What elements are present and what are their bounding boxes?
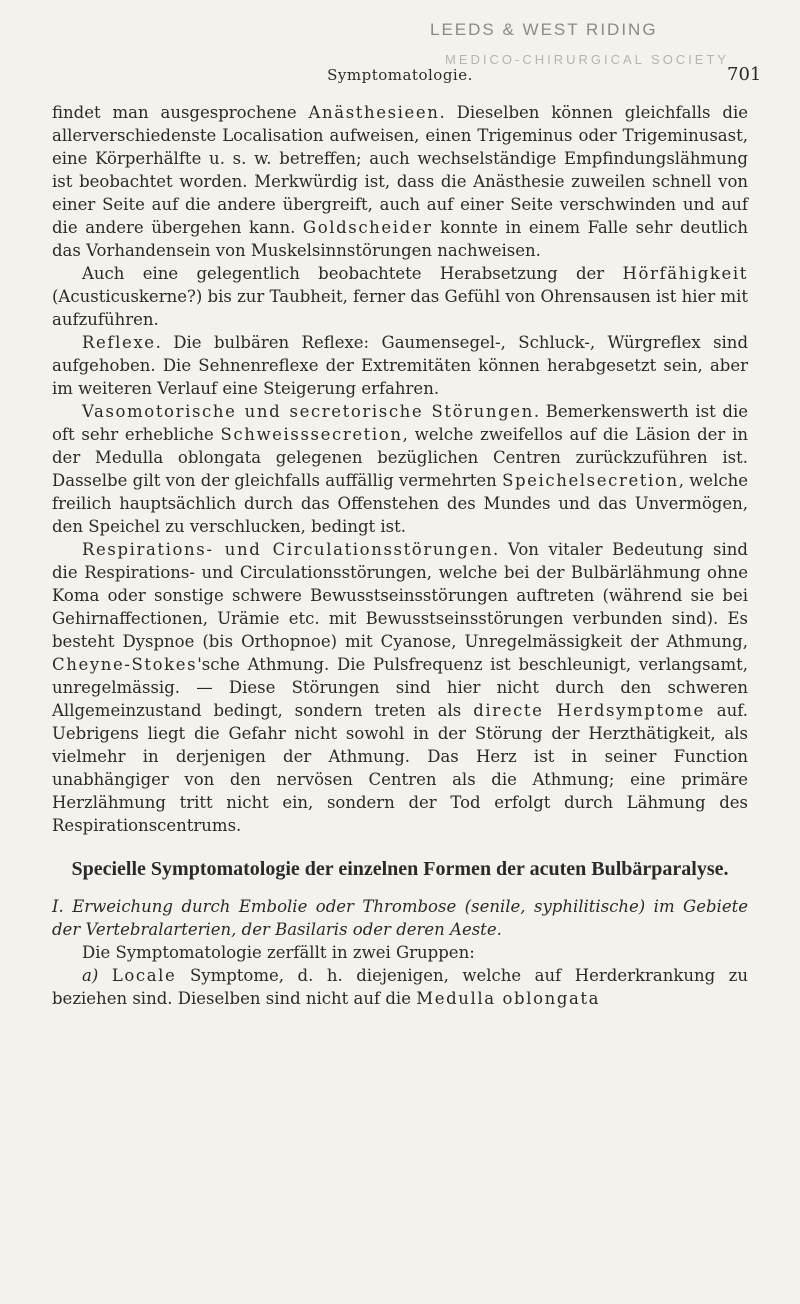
spaced-text: Goldscheider — [302, 218, 433, 237]
paragraph — [52, 331, 748, 400]
text-run: 'sche Athmung. Die Pulsfrequenz ist beschleunigt, verlangsamt, unregelmässig. — Diese Störungen sind hier nicht durch den schweren Allgemeinzustand bedingt, sondern treten als — [52, 655, 748, 720]
text-run: Auch eine gelegentlich beobachtete Herabsetzung der — [82, 264, 623, 283]
text-run: . Von vitaler Bedeutung sind die Respirations- und Circulationsstörungen, welche bei der Bulbärlähmung ohne Koma oder sonstige schwere Bewusstseinsstörungen auftreten (während sie bei Gehirnaffectionen, Urämie etc. mit Bewusstseinsstörungen verbunden sind). Es besteht Dyspnoe (bis Orthopnoe) mit Cyanose, Unregelmässigkeit der Athmung, — [52, 540, 748, 651]
text-run: konnte in einem Falle sehr deutlich das Vorhandensein von Muskelsinnstörungen nachweisen. — [52, 218, 748, 260]
paragraphs — [52, 101, 748, 837]
spaced-text: Reflexe — [82, 333, 156, 352]
spaced-text: Cheyne-Stokes — [52, 655, 198, 674]
text-run: Die Symptomatologie zerfällt in zwei Gruppen: — [82, 943, 475, 962]
text-run: . Die bulbären Reflexe: Gaumensegel-, Schluck-, Würgreflex sind aufgehoben. Die Sehnenreflexe der Extremitäten können herabgesetzt sein, aber im weiteren Verlauf eine Steigerung erfahren. — [52, 333, 748, 398]
paragraph — [52, 964, 748, 1010]
paragraph — [52, 262, 748, 331]
text-run: auf. Uebrigens liegt die Gefahr nicht sowohl in der Störung der Herzthätigkeit, als vielmehr in derjenigen der Athmung. Das Herz ist in seiner Function unabhängiger von den nervösen Centren als die Athmung; eine primäre Herzlähmung tritt nicht ein, sondern der Tod erfolgt durch Lähmung des Respirationscentrums. — [52, 701, 748, 835]
paragraph — [52, 101, 748, 262]
text-run — [98, 966, 112, 985]
text-run: Symptome, d. h. diejenigen, welche auf Herderkrankung zu beziehen sind. Dieselben sind nicht auf die — [52, 966, 749, 1008]
text-run: a) — [82, 966, 99, 985]
spaced-text: Hörfähigkeit — [622, 264, 748, 283]
spaced-text: Vasomotorische und secretorische Störungen — [82, 402, 534, 421]
spaced-text: Locale — [111, 966, 177, 985]
text-run: findet man ausgesprochene — [52, 103, 309, 122]
page-body — [52, 101, 748, 1010]
spaced-text: Medulla oblongata — [416, 989, 601, 1008]
spaced-text: Speichelsecretion — [502, 471, 679, 490]
spaced-text: Anästhesieen — [308, 103, 440, 122]
stamp-line-1: LEEDS & WEST RIDING — [430, 20, 658, 39]
stamp-line-2: MEDICO-CHIRURGICAL SOCIETY — [445, 52, 730, 67]
text-run: . Bemerkenswerth ist die oft sehr erhebliche — [52, 402, 748, 444]
paragraph — [52, 538, 748, 837]
paragraph — [52, 400, 748, 538]
subsection-label: I. — [52, 897, 64, 916]
subsection-heading — [52, 895, 748, 941]
text-run: , welche zweifellos auf die Läsion der in der Medulla oblongata gelegenen bezüglichen Centren zurückzuführen ist. Dasselbe gilt von der gleichfalls auffällig vermehrten — [52, 425, 748, 490]
closing-paragraphs — [52, 941, 748, 1010]
spaced-text: directe Herdsymptome — [473, 701, 705, 720]
section-heading: Specielle Symptomatologie der einzelnen Formen der acuten Bulbärparalyse. — [71, 858, 729, 880]
spaced-text: Schweisssecretion — [220, 425, 403, 444]
subsection-text: Erweichung durch Embolie oder Thrombose (senile, syphilitische) im Gebiete der Vertebralarterien, der Basilaris oder deren Aeste. — [52, 897, 748, 939]
running-title: Symptomatologie. — [327, 66, 473, 84]
paragraph — [52, 941, 748, 964]
page-number: 701 — [727, 64, 762, 85]
text-run: . Dieselben können gleichfalls die allerverschiedenste Localisation aufweisen, einen Trigeminus oder Trigeminusast, eine Körperhälfte u. s. w. betreffen; auch wechselständige Empfindungslähmung ist beobachtet worden. Merkwürdig ist, dass die Anästhesie zuweilen schnell von einer Seite auf die andere übergreift, auch auf einer Seite verschwinden und auf die andere übergehen kann. — [52, 103, 748, 237]
text-run: , welche freilich hauptsächlich durch das Offenstehen des Mundes und das Unvermögen, den Speichel zu verschlucken, bedingt ist. — [52, 471, 748, 536]
text-run: (Acusticuskerne?) bis zur Taubheit, ferner das Gefühl von Ohrensausen ist hier mit aufzuführen. — [52, 287, 748, 329]
spaced-text: Respirations- und Circulationsstörungen — [82, 540, 494, 559]
